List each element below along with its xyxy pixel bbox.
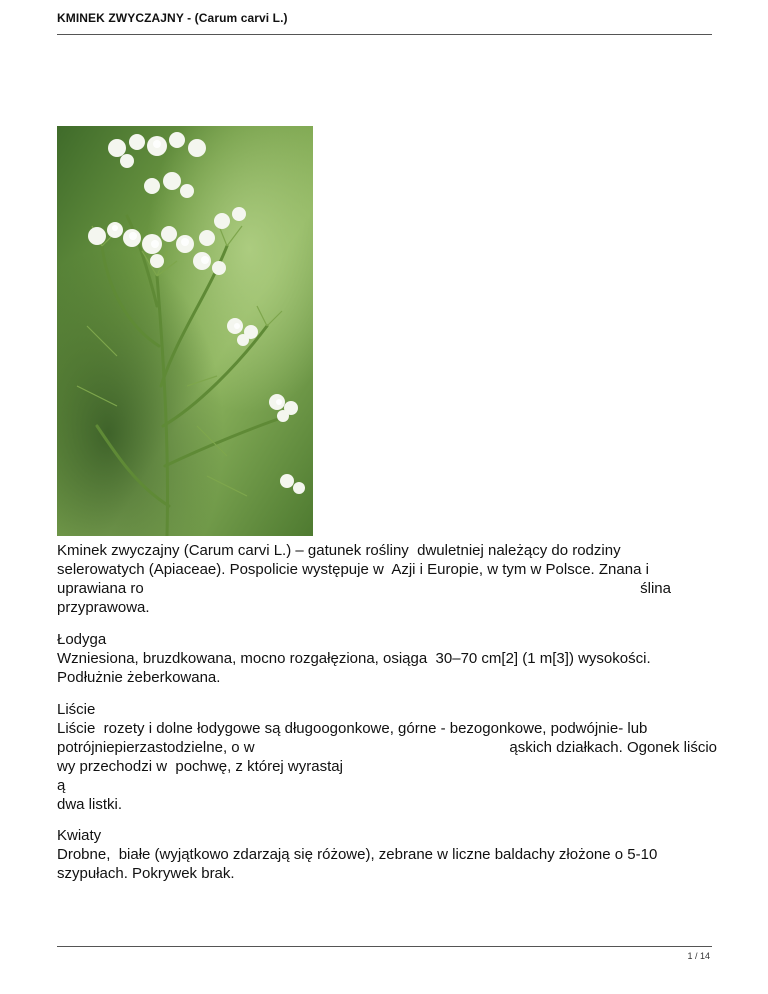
intro-line-split [57, 579, 717, 598]
stem-line: Wzniesiona, bruzdkowana, mocno rozgałęziona, osiąga 30–70 cm[2] (1 m[3]) wysokości. [57, 650, 651, 667]
flowers-line: Drobne, białe (wyjątkowo zdarzają się różowe), zebrane w liczne baldachy złożone o 5-10 [57, 846, 658, 863]
header-divider [57, 34, 712, 35]
stem-section [57, 630, 717, 687]
leaves-line-left: potrójniepierzastodzielne, o w [57, 739, 255, 756]
flowers-line: szypułach. Pokrywek brak. [57, 865, 235, 882]
page-header-title: KMINEK ZWYCZAJNY - (Carum carvi L.) [57, 11, 288, 25]
leaves-line: dwa listki. [57, 796, 123, 813]
footer-divider [57, 946, 712, 947]
stem-heading: Łodyga [57, 631, 107, 648]
leaves-line-right: ąskich działkach. Ogonek liścio [509, 739, 717, 756]
intro-line-left: uprawiana ro [57, 580, 144, 597]
intro-line-right: ślina [640, 580, 671, 597]
leaves-heading: Liście [57, 701, 96, 718]
page-number: 1 / 14 [687, 951, 710, 961]
leaves-line-split [57, 738, 717, 757]
leaves-line: wy przechodzi w pochwę, z której wyrastaj [57, 758, 343, 775]
intro-line: przyprawowa. [57, 599, 150, 616]
intro-line: Kminek zwyczajny (Carum carvi L.) – gatunek rośliny dwuletniej należący do rodziny [57, 542, 621, 559]
caraway-plant-photo [57, 126, 313, 536]
leaves-line: ą [57, 777, 66, 794]
stem-line: Podłużnie żeberkowana. [57, 669, 221, 686]
intro-line: selerowatych (Apiaceae). Pospolicie występuje w Azji i Europie, w tym w Polsce. Znana i [57, 561, 649, 578]
leaves-section [57, 700, 717, 814]
leaves-line: Liście rozety i dolne łodygowe są długoogonkowe, górne - bezogonkowe, podwójnie- lub [57, 720, 648, 737]
flowers-heading: Kwiaty [57, 827, 102, 844]
flowers-section [57, 826, 717, 883]
intro-paragraph [57, 541, 717, 617]
